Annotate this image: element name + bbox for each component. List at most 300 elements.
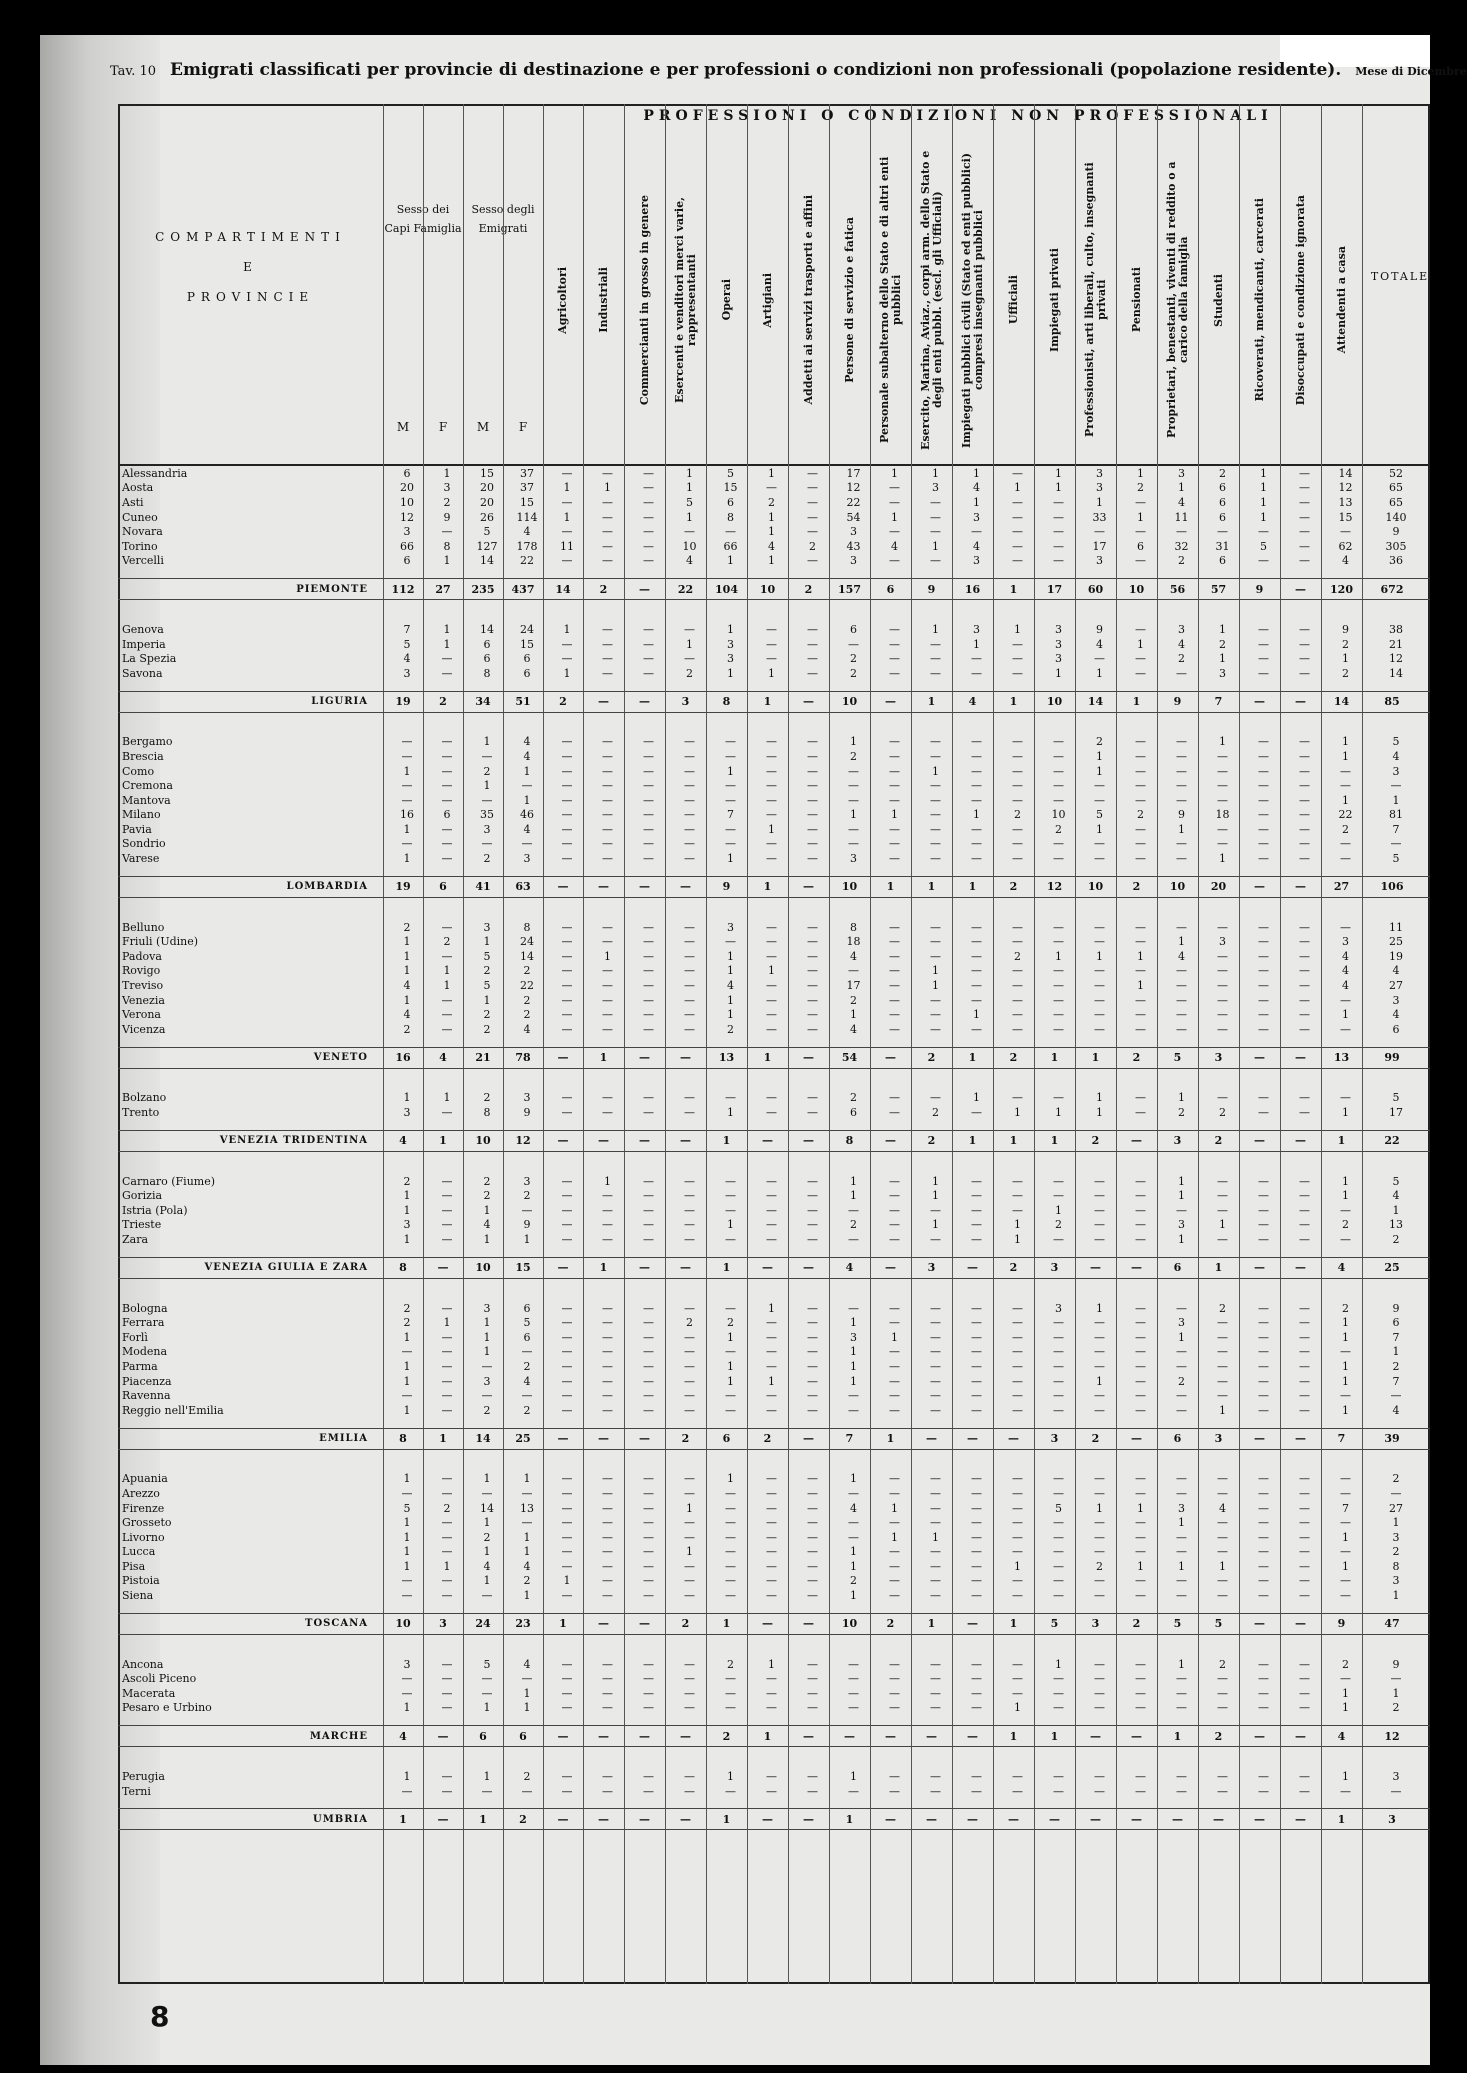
province-row bbox=[118, 554, 1430, 569]
cell: — bbox=[1299, 1545, 1310, 1559]
province-name: Asti bbox=[122, 495, 144, 509]
cell: 2 bbox=[1096, 735, 1103, 749]
cell: — bbox=[684, 1472, 695, 1486]
cell: — bbox=[1176, 525, 1187, 539]
cell: — bbox=[598, 1729, 609, 1743]
cell: — bbox=[1299, 1203, 1310, 1217]
cell: — bbox=[643, 735, 654, 749]
cell: 4 bbox=[523, 1022, 531, 1036]
cell: — bbox=[971, 1203, 982, 1217]
cell: — bbox=[1299, 1516, 1310, 1530]
profession-label: Pensionati bbox=[1129, 267, 1143, 333]
cell: — bbox=[848, 1301, 859, 1315]
cell: 9 bbox=[1255, 582, 1264, 596]
cell: — bbox=[1340, 1784, 1351, 1798]
cell: 1 bbox=[932, 964, 939, 978]
cell: — bbox=[1135, 822, 1146, 836]
cell: 2 bbox=[850, 749, 857, 763]
cell: 2 bbox=[1132, 880, 1141, 894]
cell: — bbox=[889, 1359, 900, 1373]
cell: — bbox=[725, 822, 736, 836]
cell: — bbox=[1053, 1686, 1064, 1700]
cell: 5 bbox=[1173, 1051, 1182, 1065]
cell: 2 bbox=[523, 1403, 531, 1417]
cell: — bbox=[561, 1106, 573, 1120]
cell: — bbox=[1299, 1701, 1310, 1715]
cell: — bbox=[401, 1672, 413, 1686]
cell: — bbox=[889, 993, 900, 1007]
cell: 7 bbox=[1337, 1432, 1346, 1446]
cell: — bbox=[1094, 964, 1105, 978]
region-total-row bbox=[118, 1257, 1430, 1279]
cell: — bbox=[643, 1672, 654, 1686]
cell: 14 bbox=[480, 622, 494, 636]
cell: — bbox=[1012, 652, 1023, 666]
profession-label: Addetti ai servizi trasporti e affini bbox=[801, 195, 815, 405]
cell: — bbox=[930, 1516, 941, 1530]
cell: — bbox=[971, 1770, 982, 1784]
cell: 1 bbox=[932, 1189, 939, 1203]
cell: 5 bbox=[403, 637, 411, 651]
cell: 6 bbox=[1219, 510, 1226, 524]
cell: — bbox=[1258, 1203, 1269, 1217]
cell: — bbox=[1135, 1345, 1146, 1359]
cell: 99 bbox=[1384, 1051, 1400, 1065]
cell: — bbox=[561, 1008, 573, 1022]
cell: — bbox=[1258, 637, 1269, 651]
cell: 1 bbox=[850, 1174, 857, 1188]
cell: 1 bbox=[483, 1330, 491, 1344]
cell: 9 bbox=[1337, 1617, 1346, 1631]
cell: 1 bbox=[1055, 949, 1062, 963]
province-row bbox=[118, 822, 1430, 837]
cell: — bbox=[643, 1403, 654, 1417]
cell: 62 bbox=[1338, 539, 1353, 553]
cell: 1 bbox=[403, 1091, 411, 1105]
cell: 1 bbox=[1342, 1701, 1349, 1715]
cell: 1 bbox=[604, 481, 611, 495]
cell: 3 bbox=[403, 1218, 411, 1232]
profession-header bbox=[583, 140, 624, 460]
province-row bbox=[118, 622, 1430, 637]
cell: — bbox=[807, 1174, 818, 1188]
cell: — bbox=[441, 735, 453, 749]
cell: — bbox=[561, 1784, 573, 1798]
cell: — bbox=[441, 1657, 453, 1671]
cell: — bbox=[971, 1472, 982, 1486]
cell: — bbox=[1340, 1574, 1351, 1588]
cell: — bbox=[971, 1686, 982, 1700]
region-name: TOSCANA bbox=[305, 1618, 368, 1630]
cell: — bbox=[1299, 1486, 1310, 1500]
cell: 4 bbox=[523, 822, 531, 836]
cell: — bbox=[441, 1301, 453, 1315]
cell: 2 bbox=[727, 1657, 734, 1671]
cell: 3 bbox=[1050, 1432, 1059, 1446]
cell: — bbox=[1053, 1701, 1064, 1715]
cell: 6 bbox=[523, 666, 531, 680]
cell: 1 bbox=[727, 993, 734, 1007]
cell: — bbox=[1217, 793, 1228, 807]
cell: 1 bbox=[399, 1812, 407, 1826]
cell: 39 bbox=[1384, 1432, 1400, 1446]
cell: 2 bbox=[1178, 1106, 1185, 1120]
cell: — bbox=[602, 539, 613, 553]
cell: — bbox=[971, 1232, 982, 1246]
province-row bbox=[118, 1701, 1430, 1716]
cell: 2 bbox=[681, 1432, 690, 1446]
cell: — bbox=[1340, 1516, 1351, 1530]
cell: — bbox=[643, 1574, 654, 1588]
cell: — bbox=[639, 1617, 650, 1631]
cell: — bbox=[1258, 1301, 1269, 1315]
cell: 21 bbox=[1389, 637, 1403, 651]
cell: — bbox=[1295, 1812, 1306, 1826]
cell: 1 bbox=[403, 1232, 411, 1246]
cell: 1 bbox=[1219, 1559, 1226, 1573]
profession-label: Proprietari, benestanti, viventi di reddito o a carico della famiglia bbox=[1164, 161, 1190, 439]
cell: — bbox=[1258, 1657, 1269, 1671]
cell: 1 bbox=[1342, 1316, 1349, 1330]
cell: — bbox=[807, 1389, 818, 1403]
cell: 1 bbox=[968, 1051, 977, 1065]
cell: 1 bbox=[891, 1330, 898, 1344]
cell: — bbox=[1176, 1530, 1187, 1544]
cell: — bbox=[1135, 1545, 1146, 1559]
cell: 1 bbox=[768, 822, 775, 836]
cell: 3 bbox=[523, 1174, 531, 1188]
cell: — bbox=[971, 749, 982, 763]
cell: — bbox=[643, 1559, 654, 1573]
cell: — bbox=[1135, 1106, 1146, 1120]
cell: 1 bbox=[1014, 622, 1021, 636]
cell: — bbox=[1299, 808, 1310, 822]
cell: 22 bbox=[520, 554, 534, 568]
cell: — bbox=[1053, 1530, 1064, 1544]
cell: — bbox=[561, 764, 573, 778]
cell: — bbox=[1053, 964, 1064, 978]
cell: 5 bbox=[1214, 1617, 1223, 1631]
cell: 1 bbox=[1219, 622, 1226, 636]
cell: — bbox=[1340, 1091, 1351, 1105]
cell: — bbox=[1299, 1574, 1310, 1588]
cell: 1 bbox=[523, 1545, 531, 1559]
cell: — bbox=[1135, 525, 1146, 539]
cell: 1 bbox=[1260, 481, 1267, 495]
cell: — bbox=[1258, 1784, 1269, 1798]
province-row bbox=[118, 1374, 1430, 1389]
cell: — bbox=[684, 1359, 695, 1373]
cell: 1 bbox=[1096, 666, 1103, 680]
cell: 17 bbox=[846, 979, 861, 993]
cell: — bbox=[521, 1516, 533, 1530]
cell: — bbox=[1094, 1589, 1105, 1603]
cell: 1 bbox=[1178, 1330, 1185, 1344]
cell: 1 bbox=[1050, 1051, 1059, 1065]
province-name: Forlì bbox=[122, 1330, 148, 1344]
cell: — bbox=[1258, 1686, 1269, 1700]
cell: — bbox=[1012, 1301, 1023, 1315]
cell: 1 bbox=[722, 1812, 731, 1826]
province-name: Vicenza bbox=[122, 1022, 166, 1036]
region-total-row bbox=[118, 876, 1430, 898]
cell: 6 bbox=[1219, 495, 1226, 509]
cell: 4 bbox=[768, 539, 775, 553]
cell: 24 bbox=[520, 622, 534, 636]
cell: 305 bbox=[1385, 539, 1407, 553]
province-row bbox=[118, 510, 1430, 525]
province-row bbox=[118, 993, 1430, 1008]
profession-label: Industriali bbox=[596, 267, 610, 333]
cell: 7 bbox=[403, 622, 411, 636]
cell: 3 bbox=[403, 1657, 411, 1671]
cell: — bbox=[1176, 749, 1187, 763]
cell: — bbox=[1258, 735, 1269, 749]
cell: — bbox=[971, 1657, 982, 1671]
province-row bbox=[118, 1232, 1430, 1247]
cell: — bbox=[803, 1261, 814, 1275]
cell: — bbox=[1135, 1472, 1146, 1486]
profession-header bbox=[788, 140, 829, 460]
cell: 1 bbox=[1260, 466, 1267, 480]
cell: — bbox=[803, 695, 814, 709]
cell: — bbox=[1012, 1657, 1023, 1671]
cell: — bbox=[643, 949, 654, 963]
province-name: Ancona bbox=[122, 1657, 164, 1671]
cell: 7 bbox=[1392, 1374, 1400, 1388]
cell: 15 bbox=[723, 481, 738, 495]
cell: 1 bbox=[443, 964, 451, 978]
cell: — bbox=[1135, 652, 1146, 666]
cell: — bbox=[930, 852, 941, 866]
cell: 6 bbox=[1173, 1261, 1182, 1275]
page-number: 8 bbox=[150, 2000, 170, 2033]
cell: — bbox=[1258, 1486, 1269, 1500]
cell: — bbox=[1299, 637, 1310, 651]
cell: 1 bbox=[523, 1472, 531, 1486]
cell: 8 bbox=[483, 666, 491, 680]
cell: — bbox=[1299, 1389, 1310, 1403]
province-name: Pistoia bbox=[122, 1574, 160, 1588]
cell: — bbox=[1258, 1091, 1269, 1105]
cell: 5 bbox=[523, 1316, 531, 1330]
cell: — bbox=[561, 1203, 573, 1217]
cell: — bbox=[1299, 1218, 1310, 1232]
cell: 1 bbox=[599, 1051, 608, 1065]
cell: 1 bbox=[403, 949, 411, 963]
cell: 12 bbox=[515, 1134, 531, 1148]
cell: — bbox=[1340, 1232, 1351, 1246]
cell: — bbox=[1012, 1174, 1023, 1188]
cell: — bbox=[561, 1701, 573, 1715]
cell: 120 bbox=[1330, 582, 1353, 596]
cell: 1 bbox=[1132, 695, 1141, 709]
cell: — bbox=[803, 1729, 814, 1743]
cell: — bbox=[561, 1672, 573, 1686]
province-name: Modena bbox=[122, 1345, 168, 1359]
cell: 12 bbox=[1389, 652, 1403, 666]
cell: 9 bbox=[443, 510, 451, 524]
cell: — bbox=[971, 666, 982, 680]
cell: — bbox=[561, 735, 573, 749]
cell: 13 bbox=[1338, 495, 1353, 509]
cell: 1 bbox=[604, 1174, 611, 1188]
cell: — bbox=[1012, 935, 1023, 949]
cell: — bbox=[971, 1345, 982, 1359]
cell: — bbox=[684, 1330, 695, 1344]
cell: — bbox=[807, 1232, 818, 1246]
cell: 1 bbox=[1342, 749, 1349, 763]
cell: 3 bbox=[1178, 1218, 1185, 1232]
cell: — bbox=[1053, 979, 1064, 993]
cell: — bbox=[557, 1432, 569, 1446]
cell: 1 bbox=[727, 1770, 734, 1784]
cell: 4 bbox=[727, 979, 734, 993]
cell: 178 bbox=[516, 539, 538, 553]
cell: 6 bbox=[403, 466, 411, 480]
cell: — bbox=[1012, 637, 1023, 651]
province-row bbox=[118, 524, 1430, 539]
cell: — bbox=[807, 1374, 818, 1388]
cell: — bbox=[766, 1784, 777, 1798]
cell: 1 bbox=[1014, 1559, 1021, 1573]
cell: — bbox=[643, 837, 654, 851]
cell: — bbox=[762, 1617, 773, 1631]
cell: — bbox=[971, 1330, 982, 1344]
cell: 2 bbox=[686, 1316, 693, 1330]
cell: 2 bbox=[1091, 1432, 1100, 1446]
cell: — bbox=[1053, 793, 1064, 807]
cell: 2 bbox=[403, 1316, 411, 1330]
cell: — bbox=[684, 935, 695, 949]
cell: — bbox=[1258, 949, 1269, 963]
cell: 2 bbox=[483, 1174, 491, 1188]
cell: — bbox=[1217, 1770, 1228, 1784]
cell: — bbox=[1295, 1261, 1306, 1275]
cell: 1 bbox=[403, 1189, 411, 1203]
cell: — bbox=[803, 1617, 814, 1631]
cell: — bbox=[1135, 1686, 1146, 1700]
cell: — bbox=[561, 852, 573, 866]
cell: — bbox=[725, 749, 736, 763]
cell: 2 bbox=[1219, 1301, 1226, 1315]
cell: — bbox=[684, 852, 695, 866]
cell: — bbox=[1258, 964, 1269, 978]
profession-label: Ufficiali bbox=[1006, 275, 1020, 325]
cell: 5 bbox=[483, 525, 491, 539]
cell: 1 bbox=[1392, 1686, 1400, 1700]
cell: 23 bbox=[515, 1617, 531, 1631]
cell: — bbox=[930, 1672, 941, 1686]
cell: — bbox=[643, 539, 654, 553]
province-name: Torino bbox=[122, 539, 158, 553]
cell: 37 bbox=[520, 481, 534, 495]
province-name: Como bbox=[122, 764, 155, 778]
cell: 2 bbox=[1014, 808, 1021, 822]
cell: 1 bbox=[403, 1516, 411, 1530]
cell: 1 bbox=[443, 637, 451, 651]
cell: — bbox=[557, 880, 569, 894]
cell: 5 bbox=[1173, 1617, 1182, 1631]
cell: 20 bbox=[400, 481, 414, 495]
cell: — bbox=[1217, 1232, 1228, 1246]
cell: — bbox=[561, 1301, 573, 1315]
province-name: Brescia bbox=[122, 749, 164, 763]
cell: — bbox=[971, 1389, 982, 1403]
profession-header bbox=[1157, 140, 1198, 460]
cell: — bbox=[1217, 1701, 1228, 1715]
cell: — bbox=[766, 1022, 777, 1036]
cell: 127 bbox=[476, 539, 498, 553]
cell: — bbox=[848, 779, 859, 793]
cell: — bbox=[1135, 1330, 1146, 1344]
cell: 2 bbox=[523, 1359, 531, 1373]
cell: 1 bbox=[403, 1559, 411, 1573]
province-row bbox=[118, 1315, 1430, 1330]
cell: 2 bbox=[768, 495, 775, 509]
cell: — bbox=[1012, 539, 1023, 553]
cell: — bbox=[401, 1686, 413, 1700]
cell: — bbox=[1135, 837, 1146, 851]
cell: 1 bbox=[932, 466, 939, 480]
cell: — bbox=[1012, 779, 1023, 793]
cell: 15 bbox=[1338, 510, 1353, 524]
cell: — bbox=[807, 1203, 818, 1217]
cell: 9 bbox=[1342, 622, 1349, 636]
profession-header bbox=[1034, 140, 1075, 460]
cell: — bbox=[930, 749, 941, 763]
cell: — bbox=[807, 1770, 818, 1784]
cell: 85 bbox=[1384, 695, 1400, 709]
cell: 1 bbox=[850, 1472, 857, 1486]
cell: 3 bbox=[403, 1106, 411, 1120]
province-name: Ascoli Piceno bbox=[122, 1672, 197, 1686]
cell: — bbox=[1053, 1316, 1064, 1330]
cell: — bbox=[930, 949, 941, 963]
profession-header bbox=[1075, 140, 1116, 460]
cell: 4 bbox=[1337, 1261, 1346, 1275]
cell: 17 bbox=[846, 466, 861, 480]
cell: — bbox=[930, 1403, 941, 1417]
cell: — bbox=[1217, 949, 1228, 963]
cell: 1 bbox=[891, 510, 898, 524]
cell: 16 bbox=[400, 808, 414, 822]
cell: — bbox=[889, 666, 900, 680]
cell: 9 bbox=[927, 582, 936, 596]
cell: 1 bbox=[403, 993, 411, 1007]
cell: — bbox=[889, 652, 900, 666]
profession-header bbox=[870, 140, 911, 460]
cell: 3 bbox=[483, 1301, 491, 1315]
cell: — bbox=[807, 993, 818, 1007]
cell: — bbox=[1012, 964, 1023, 978]
cell: 10 bbox=[759, 582, 776, 596]
cell: — bbox=[643, 1174, 654, 1188]
cell: — bbox=[807, 1345, 818, 1359]
province-row bbox=[118, 949, 1430, 964]
cell: — bbox=[848, 1701, 859, 1715]
cell: 1 bbox=[1342, 1359, 1349, 1373]
cell: 8 bbox=[722, 695, 731, 709]
cell: — bbox=[643, 1316, 654, 1330]
cell: — bbox=[807, 1516, 818, 1530]
cell: 2 bbox=[1214, 1729, 1223, 1743]
cell: — bbox=[766, 837, 777, 851]
cell: 16 bbox=[395, 1051, 411, 1065]
cell: — bbox=[441, 1389, 453, 1403]
cell: — bbox=[1049, 1812, 1060, 1826]
cell: 1 bbox=[1342, 793, 1349, 807]
